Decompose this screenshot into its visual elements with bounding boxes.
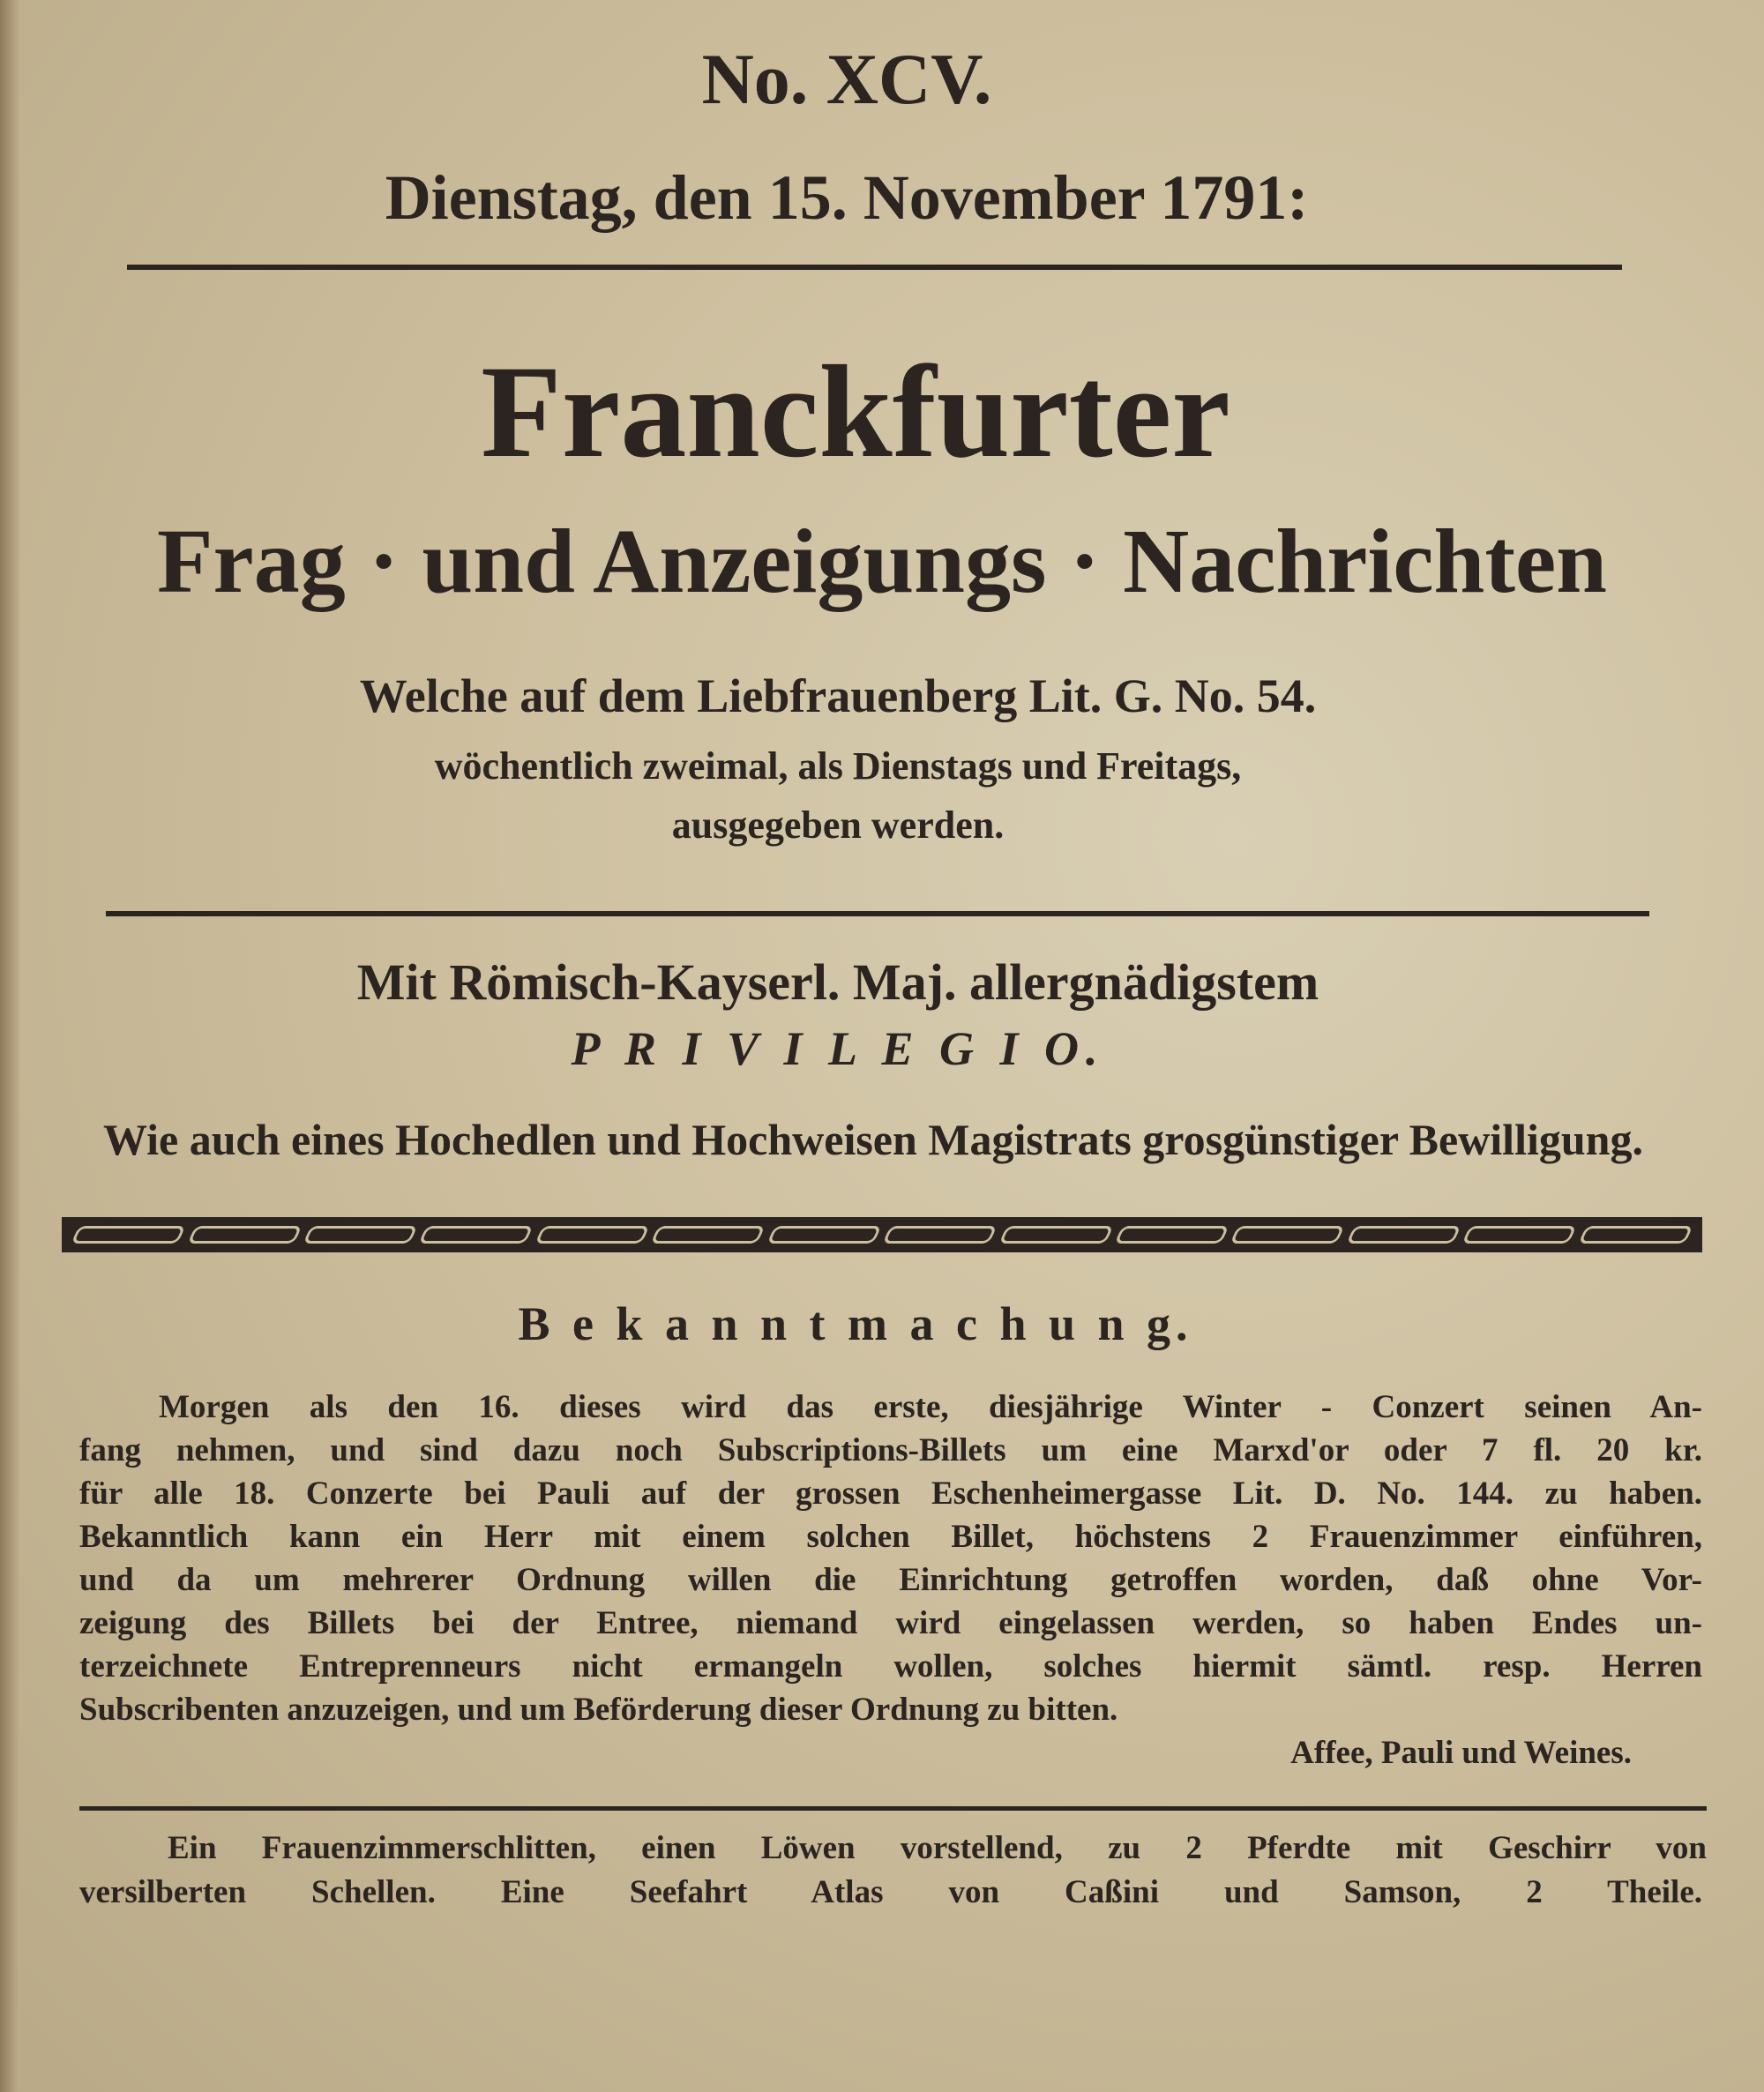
notice-line: versilberten Schellen. Eine Seefahrt Atlas von Caßini und Samson, 2 Theile. xyxy=(79,1874,1702,1910)
announcement-heading: B e k a n n t m a c h u n g. xyxy=(518,1297,1193,1350)
announcement-line: für alle 18. Conzerte bei Pauli auf der grossen Eschenheimergasse Lit. D. No. 144. zu haben. xyxy=(79,1476,1702,1512)
publication-schedule: wöchentlich zweimal, als Dienstags und Freitags, xyxy=(434,744,1242,788)
announcement-line: Bekanntlich kann ein Herr mit einem solchen Billet, höchstens 2 Frauenzimmer einführen, xyxy=(79,1519,1702,1555)
announcement-line: Subscribenten anzuzeigen, und um Beförderung dieser Ordnung zu bitten. xyxy=(79,1692,1118,1728)
announcement-line: fang nehmen, und sind dazu noch Subscriptions-Billets um eine Marxd'or oder 7 fl. 20 kr. xyxy=(79,1432,1702,1468)
notice-line: Ein Frauenzimmerschlitten, einen Löwen vorstellend, zu 2 Pferdte mit Geschirr von xyxy=(168,1830,1707,1866)
publication-issued: ausgegeben werden. xyxy=(671,803,1005,847)
magistrate-approval: Wie auch eines Hochedlen und Hochweisen Magistrats grosgünstiger Bewilligung. xyxy=(103,1115,1643,1164)
ornamental-border xyxy=(62,1217,1702,1252)
announcement-line: und da um mehrerer Ordnung willen die Einrichtung getroffen worden, daß ohne Vor- xyxy=(79,1562,1702,1598)
announcement-line: terzeichnete Entreprenneurs nicht ermangeln wollen, solches hiermit sämtl. resp. Herren xyxy=(79,1648,1702,1685)
privilege: P R I V I L E G I O. xyxy=(571,1022,1105,1075)
announcement-signature: Affee, Pauli und Weines. xyxy=(1290,1735,1632,1771)
divider-rule xyxy=(106,911,1649,916)
newspaper-title-line2: Frag · und Anzeigungs · Nachrichten xyxy=(157,511,1607,612)
announcement-line: zeigung des Billets bei der Entree, niemand wird eingelassen werden, so haben Endes un- xyxy=(79,1605,1702,1641)
newspaper-title-line1: Franckfurter xyxy=(481,339,1230,485)
privilege-line: Mit Römisch-Kayserl. Maj. allergnädigstem xyxy=(356,953,1319,1011)
publisher-address: Welche auf dem Liebfrauenberg Lit. G. No. 54. xyxy=(359,669,1317,722)
divider-rule xyxy=(127,265,1622,270)
divider-rule xyxy=(79,1806,1707,1811)
announcement-line: Morgen als den 16. dieses wird das erste, diesjährige Winter - Conzert seinen An- xyxy=(159,1389,1702,1425)
issue-date: Dienstag, den 15. November 1791: xyxy=(385,162,1309,233)
issue-number: No. XCV. xyxy=(701,39,992,119)
